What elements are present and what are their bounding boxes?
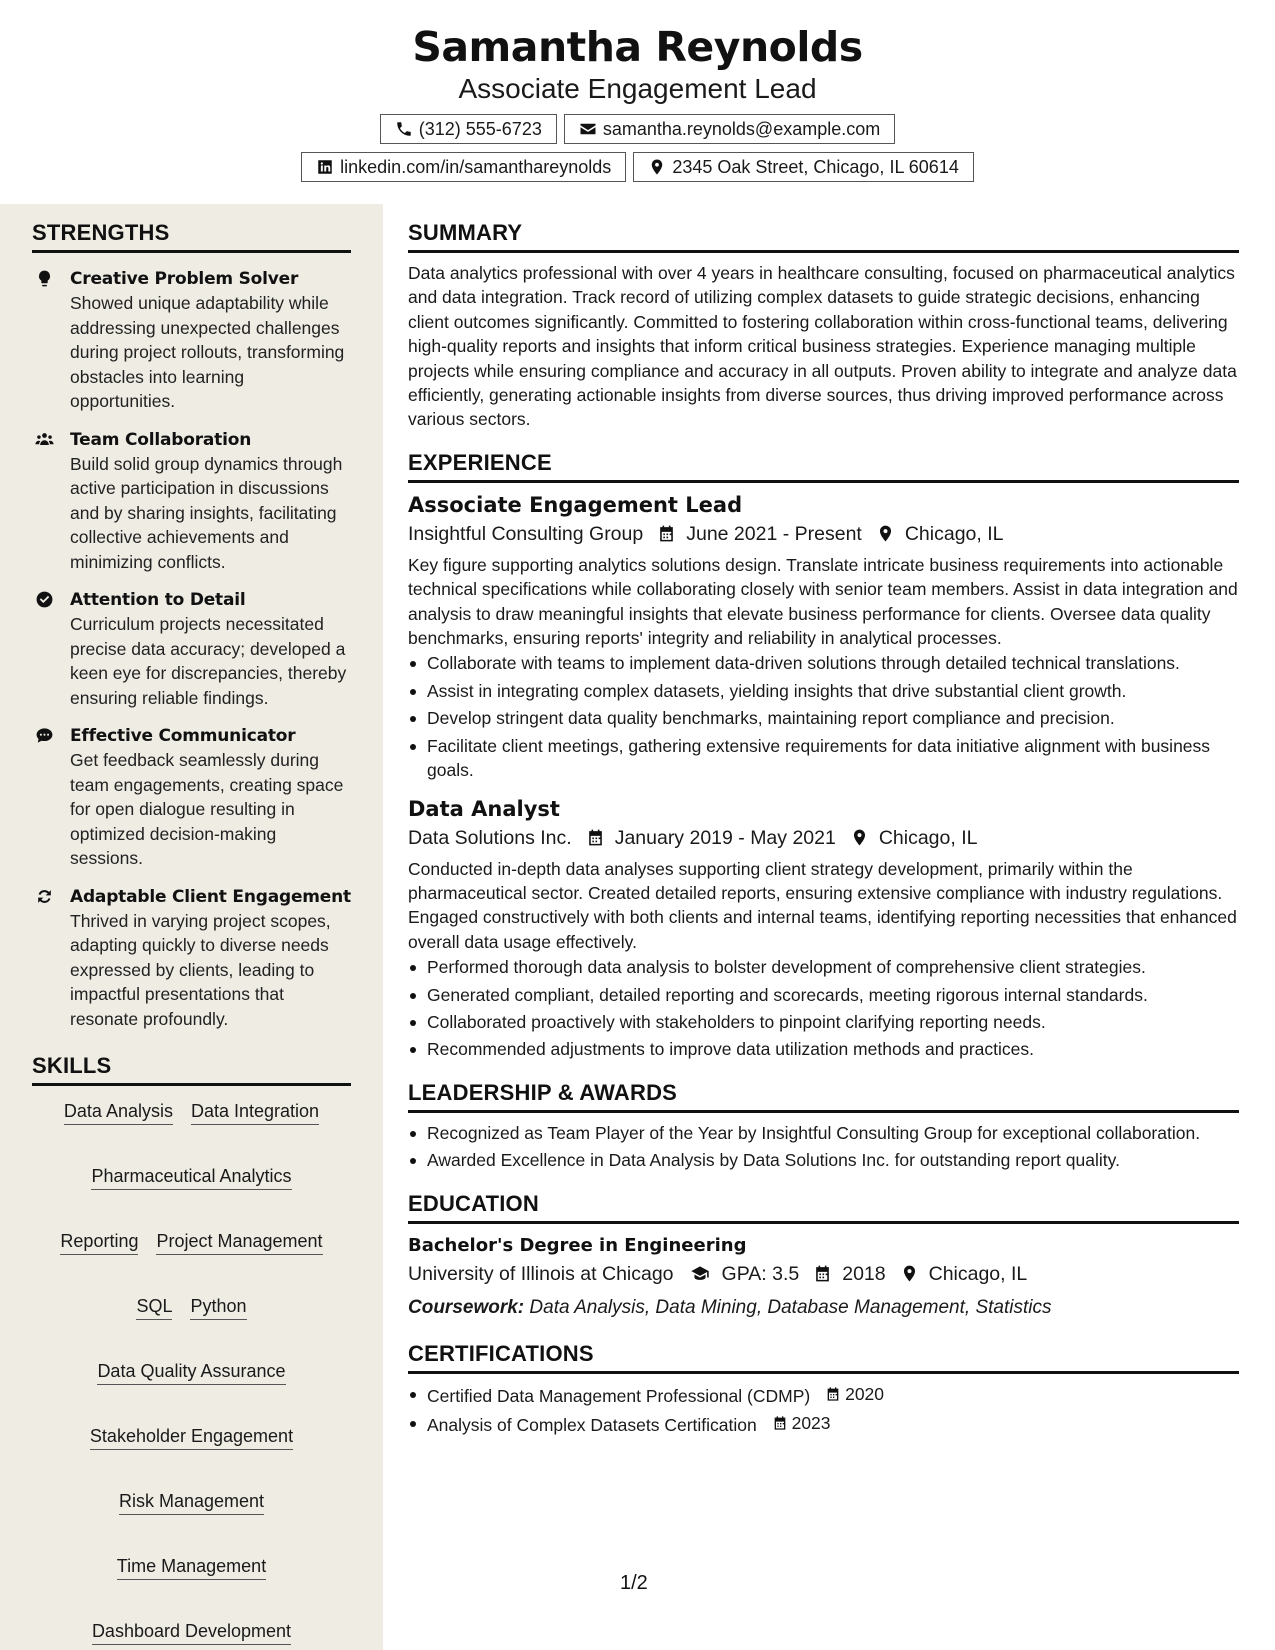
contact-info xyxy=(0,114,1275,182)
email-address: samantha.reynolds@example.com xyxy=(602,118,881,139)
job-meta xyxy=(408,519,1239,549)
skill-tag: Dashboard Development xyxy=(92,1620,291,1645)
strength-title: Adaptable Client Engagement xyxy=(70,886,351,907)
linkedin-chip xyxy=(301,152,626,182)
strength-title: Effective Communicator xyxy=(70,726,296,746)
list-item: Performed thorough data analysis to bolster development of comprehensive client strategies. xyxy=(408,955,1239,979)
lightbulb-icon xyxy=(35,269,54,288)
list-item: Facilitate client meetings, gathering extensive requirements for data initiative alignment with business goals. xyxy=(408,734,1239,783)
resume-header xyxy=(0,20,1275,182)
company-name: Data Solutions Inc. xyxy=(408,826,572,849)
certifications-section xyxy=(408,1341,1239,1438)
list-item: Assist in integrating complex datasets, yielding insights that drive substantial client growth. xyxy=(408,679,1239,703)
list-item: Develop stringent data quality benchmarks, maintaining report compliance and precision. xyxy=(408,706,1239,730)
job-dates: June 2021 - Present xyxy=(686,522,862,545)
school-name: University of Illinois at Chicago xyxy=(408,1262,674,1285)
leadership-section xyxy=(408,1080,1239,1173)
list-item: Recognized as Team Player of the Year by Insightful Consulting Group for exceptional collaboration. xyxy=(408,1121,1239,1145)
job-entry xyxy=(408,795,1239,1062)
page-number: 1/2 xyxy=(620,1572,648,1594)
skill-tag: SQL xyxy=(136,1295,172,1320)
list-item xyxy=(408,1382,1239,1409)
strength-title: Creative Problem Solver xyxy=(70,269,299,289)
map-marker-icon xyxy=(850,828,869,847)
sync-icon xyxy=(35,887,54,906)
check-circle-icon xyxy=(35,590,54,609)
skill-tag: Data Analysis xyxy=(64,1100,173,1125)
street-address: 2345 Oak Street, Chicago, IL 60614 xyxy=(672,156,959,177)
list-item: Awarded Excellence in Data Analysis by Data Solutions Inc. for outstanding report quality. xyxy=(408,1148,1239,1172)
job-entry xyxy=(408,491,1239,783)
strength-item xyxy=(32,428,351,575)
list-item: Recommended adjustments to improve data utilization methods and practices. xyxy=(408,1037,1239,1061)
job-location: Chicago, IL xyxy=(904,522,1004,545)
education-section xyxy=(408,1191,1239,1323)
skills-section xyxy=(32,1053,351,1645)
calendar-icon xyxy=(772,1415,788,1431)
job-description: Key figure supporting analytics solutions design. Translate intricate business requirements into actionable technical specifications while collaborating closely with senior team members. Assist in data integration and analysis to draw meaningful insights that elevate business performance for clients. Oversee data quality benchmarks, ensuring reports' integrity and reliability in analytical processes. xyxy=(408,554,1238,649)
skill-tag: Pharmaceutical Analytics xyxy=(91,1165,291,1190)
job-location: Chicago, IL xyxy=(878,826,978,849)
strength-description: Showed unique adaptability while addressing unexpected challenges during project rollouts, transforming obstacles into learning opportunities. xyxy=(70,293,345,411)
skills-list xyxy=(32,1100,351,1645)
strengths-heading: STRENGTHS xyxy=(32,220,351,253)
job-description: Conducted in-depth data analyses supporting client strategy development, primarily within the pharmaceutical sector. Created detailed reports, ensuring extensive compliance with industry regulations. Engaged constructively with both clients and internal teams, identifying reporting necessities that enhanced overall data usage effectively. xyxy=(408,858,1237,952)
calendar-icon xyxy=(586,828,605,847)
address-chip xyxy=(633,152,974,182)
leadership-list xyxy=(408,1121,1239,1173)
certifications-heading: CERTIFICATIONS xyxy=(408,1341,1239,1374)
experience-section xyxy=(408,450,1239,1062)
coursework-label: Coursework: xyxy=(408,1296,525,1318)
linkedin-url: linkedin.com/in/samanthareynolds xyxy=(340,156,612,177)
gpa: GPA: 3.5 xyxy=(721,1262,800,1285)
strength-item xyxy=(32,267,351,414)
strength-item xyxy=(32,724,351,871)
skill-tag: Data Integration xyxy=(191,1100,319,1125)
certification-name: Certified Data Management Professional (CDMP) xyxy=(427,1385,811,1406)
skill-tag: Time Management xyxy=(117,1555,266,1580)
skills-heading: SKILLS xyxy=(32,1053,351,1086)
leadership-heading: LEADERSHIP & AWARDS xyxy=(408,1080,1239,1113)
comment-icon xyxy=(35,726,54,745)
envelope-icon xyxy=(579,120,597,138)
coursework xyxy=(408,1293,1239,1323)
skill-tag: Project Management xyxy=(156,1230,322,1255)
phone-number: (312) 555-6723 xyxy=(418,118,542,139)
list-item: Collaborated proactively with stakeholders to pinpoint clarifying reporting needs. xyxy=(408,1010,1239,1034)
skill-tag: Python xyxy=(190,1295,246,1320)
candidate-role: Associate Engagement Lead xyxy=(458,73,817,104)
job-bullets xyxy=(408,955,1239,1062)
coursework-list: Data Analysis, Data Mining, Database Management, Statistics xyxy=(529,1296,1052,1318)
sidebar xyxy=(0,204,383,1650)
strength-title: Attention to Detail xyxy=(70,590,246,610)
education-meta xyxy=(408,1259,1239,1289)
strength-item xyxy=(32,885,351,1032)
skill-tag: Reporting xyxy=(60,1230,138,1255)
certifications-list xyxy=(408,1382,1239,1438)
users-icon xyxy=(33,430,56,449)
phone-icon xyxy=(395,120,413,138)
skill-tag: Risk Management xyxy=(119,1490,264,1515)
map-marker-icon xyxy=(876,524,895,543)
calendar-icon xyxy=(657,524,676,543)
job-meta xyxy=(408,823,1239,853)
skill-tag: Stakeholder Engagement xyxy=(90,1425,293,1450)
school-location: Chicago, IL xyxy=(928,1262,1028,1285)
candidate-name: Samantha Reynolds xyxy=(412,23,863,71)
strength-description: Thrived in varying project scopes, adapting quickly to diverse needs expressed by clients, leading to impactful presentations that resonate profoundly. xyxy=(70,910,331,1029)
job-dates: January 2019 - May 2021 xyxy=(614,826,836,849)
strength-item xyxy=(32,588,351,710)
strength-description: Build solid group dynamics through active participation in discussions and by sharing insights, facilitating collective achievements and minimizing conflicts. xyxy=(70,453,343,572)
phone-chip xyxy=(380,114,557,144)
summary-heading: SUMMARY xyxy=(408,220,1239,253)
linkedin-icon xyxy=(316,158,334,176)
strength-title: Team Collaboration xyxy=(70,429,252,450)
experience-heading: EXPERIENCE xyxy=(408,450,1239,483)
graduation-year: 2018 xyxy=(842,1262,886,1285)
job-bullets xyxy=(408,651,1239,782)
list-item: Generated compliant, detailed reporting and scorecards, meeting rigorous internal standards. xyxy=(408,983,1239,1007)
strength-description: Get feedback seamlessly during team engagements, creating space for open dialogue resulting in optimized decision-making sessions. xyxy=(70,750,344,868)
main-content xyxy=(408,204,1239,1456)
certification-year: 2023 xyxy=(791,1413,831,1434)
summary-section xyxy=(408,220,1239,432)
certification-name: Analysis of Complex Datasets Certification xyxy=(427,1415,757,1436)
strength-description: Curriculum projects necessitated precise data accuracy; developed a keen eye for discrepancies, thereby ensuring reliable findings. xyxy=(70,614,347,708)
company-name: Insightful Consulting Group xyxy=(408,522,644,545)
list-item xyxy=(408,1411,1239,1438)
graduation-cap-icon xyxy=(688,1264,712,1283)
email-chip xyxy=(564,114,895,144)
education-heading: EDUCATION xyxy=(408,1191,1239,1224)
skill-tag: Data Quality Assurance xyxy=(97,1360,285,1385)
list-item: Collaborate with teams to implement data-driven solutions through detailed technical translations. xyxy=(408,651,1239,675)
calendar-icon xyxy=(825,1386,841,1402)
calendar-icon xyxy=(813,1264,832,1283)
job-title: Data Analyst xyxy=(408,796,560,821)
map-marker-icon xyxy=(648,158,666,176)
strengths-list xyxy=(32,267,351,1031)
job-title: Associate Engagement Lead xyxy=(408,492,743,517)
summary-text: Data analytics professional with over 4 years in healthcare consulting, focused on pharmaceutical analytics and data integration. Track record of utilizing complex datasets to guide strategic decisions, enhancing client outcomes significantly. Committed to fostering collaboration within cross-functional teams, delivering high-quality reports and insights that inform critical business strategies. Experience managing multiple projects while ensuring compliance and accuracy in all outputs. Proven ability to integrate and analyze data efficiently, generating actionable insights from diverse sources, thus driving improved performance across various sectors. xyxy=(408,263,1237,430)
map-marker-icon xyxy=(900,1264,919,1283)
certification-year: 2020 xyxy=(845,1383,885,1404)
degree-title: Bachelor's Degree in Engineering xyxy=(408,1234,747,1256)
